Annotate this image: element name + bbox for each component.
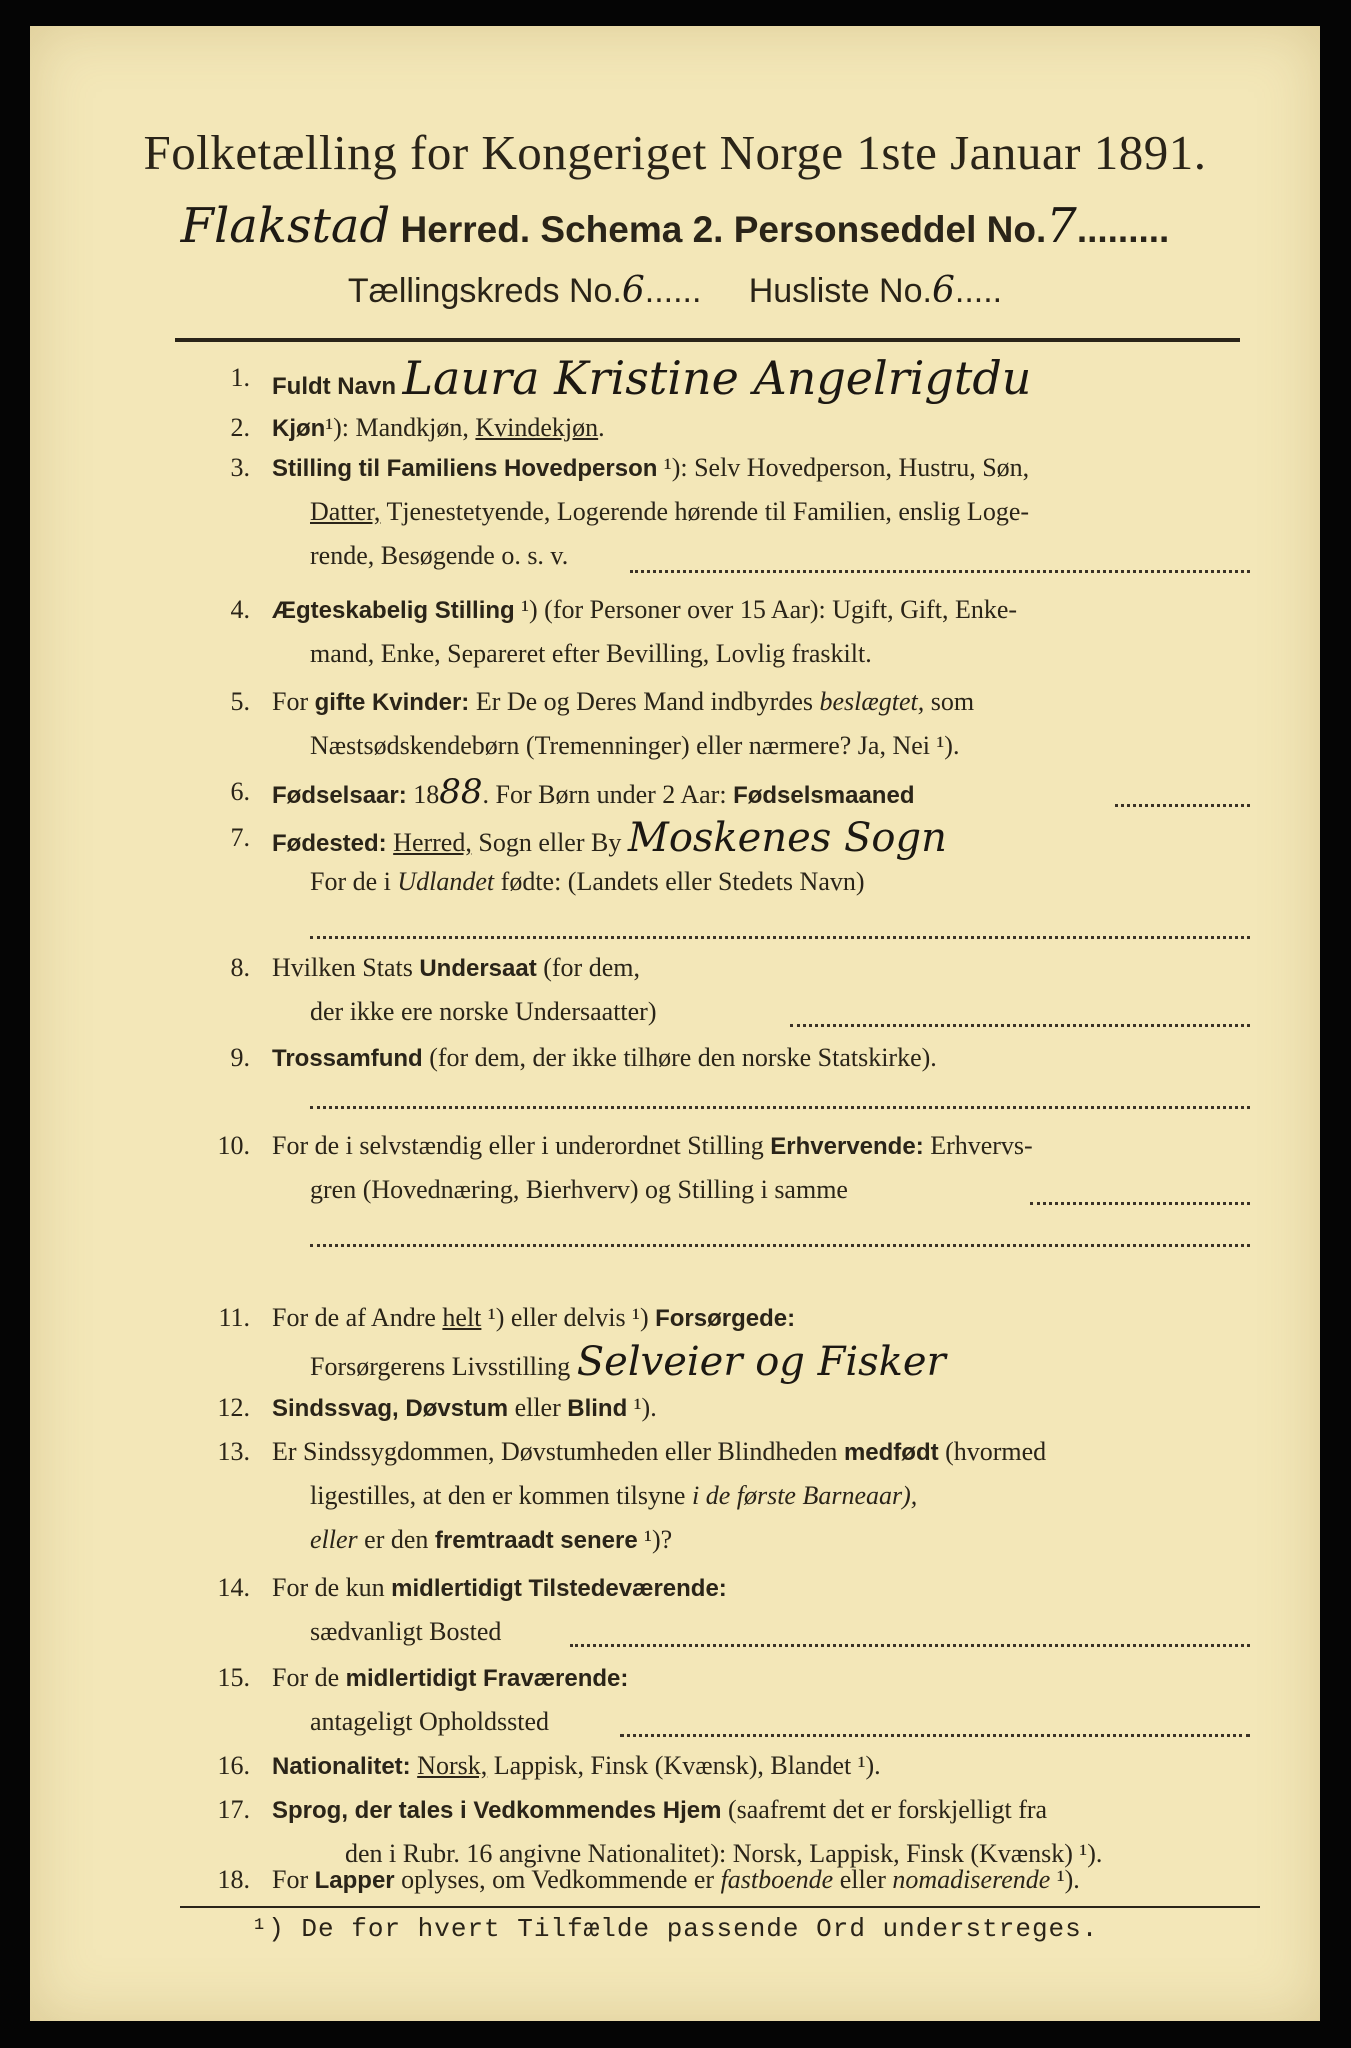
husliste-number-handwritten: 6 — [931, 270, 955, 311]
answer-line — [310, 1242, 1250, 1247]
item-13: 13. Er Sindssygdommen, Døvstumheden eller Blindheden medfødt (hvormed ligestilles, at den er kommen tilsyne i de første Barneaar), eller er den fremtraadt senere ¹)? — [30, 1430, 1320, 1570]
item-7: 7. Fødested: Herred, Sogn eller By Moskenes Sogn For de i Udlandet fødte: (Landets eller Stedets Navn) — [30, 816, 1320, 956]
personseddel-number-handwritten: 7 — [1046, 198, 1077, 254]
municipality-handwritten: Flakstad — [180, 198, 391, 254]
item-number: 18. — [217, 1865, 250, 1894]
item-10: 10. For de i selvstændig eller i underordnet Stilling Erhvervende: Erhvervs- gren (Hovednæring, Bierhverv) og Stilling i samme — [30, 1124, 1320, 1254]
item-label: Sindssvag, Døvstum — [272, 1395, 509, 1422]
item-3: 3. Stilling til Familiens Hovedperson ¹): Selv Hovedperson, Hustru, Søn, Datter, Tjenestetyende, Logerende hørende til Familien, enslig Loge- rende, Besøgende o. s. v. — [30, 446, 1320, 586]
item-label: Fødselsaar: — [272, 782, 407, 809]
header-divider — [175, 338, 1240, 342]
item-number: 3. — [230, 453, 250, 482]
item-15: 15. For de midlertidigt Fraværende: antageligt Opholdssted — [30, 1656, 1320, 1746]
birthplace-handwritten: Moskenes Sogn — [627, 815, 947, 861]
item-number: 15. — [217, 1663, 250, 1692]
item-number: 2. — [230, 413, 250, 442]
item-label: gifte Kvinder: — [314, 689, 470, 716]
item-number: 11. — [218, 1303, 250, 1332]
full-name-handwritten: Laura Kristine Angelrigtdu — [402, 351, 1032, 405]
answer-line — [570, 1642, 1250, 1647]
underlined-choice: Herred, — [393, 828, 472, 857]
item-number: 14. — [217, 1573, 250, 1602]
underlined-choice: helt — [442, 1303, 482, 1332]
answer-line — [310, 934, 1250, 939]
footnote: ¹) De for hvert Tilfælde passende Ord understreges. — [251, 1914, 1099, 1944]
item-11: 11. For de af Andre helt ¹) eller delvis ¹) Forsørgede: Forsørgerens Livsstilling Selveier og Fisker — [30, 1296, 1320, 1386]
item-number: 16. — [217, 1751, 250, 1780]
item-14: 14. For de kun midlertidigt Tilstedeværende: sædvanligt Bosted — [30, 1566, 1320, 1656]
item-label: Sprog, der tales i Vedkommendes Hjem — [272, 1797, 722, 1824]
item-label: Stilling til Familiens Hovedperson — [272, 455, 658, 482]
item-label: Trossamfund — [272, 1045, 423, 1072]
item-number: 7. — [230, 823, 250, 852]
personseddel-label: Personseddel No. — [733, 209, 1047, 250]
item-label: Ægteskabelig Stilling — [272, 597, 515, 624]
item-number: 4. — [230, 595, 250, 624]
form-title: Folketælling for Kongeriget Norge 1ste Januar 1891. — [143, 125, 1207, 180]
item-5: 5. For gifte Kvinder: Er De og Deres Mand indbyrdes beslægtet, som Næstsødskendebørn (Tremenninger) eller nærmere? Ja, Nei ¹). — [30, 680, 1320, 770]
kreds-label: Tællingskreds No. — [347, 272, 622, 310]
item-label: midlertidigt Fraværende: — [345, 1665, 629, 1692]
underlined-choice: Datter, — [310, 497, 381, 526]
answer-line — [630, 568, 1250, 573]
item-label: Nationalitet: — [272, 1753, 411, 1780]
answer-line — [620, 1732, 1250, 1737]
item-label: Fuldt Navn — [272, 373, 396, 400]
item-number: 8. — [230, 953, 250, 982]
personseddel-dots: ......... — [1076, 209, 1170, 250]
item-number: 1. — [230, 363, 250, 392]
underlined-choice: Kvindekjøn — [475, 413, 599, 442]
item-17: 17. Sprog, der tales i Vedkommendes Hjem (saafremt det er forskjelligt fra den i Rubr. 16 angivne Nationalitet): Norsk, Lappisk, Finsk (Kvænsk) ¹). — [30, 1788, 1320, 1878]
answer-line — [1115, 802, 1250, 807]
item-number: 17. — [217, 1795, 250, 1824]
schema-label: Schema 2. — [540, 209, 724, 250]
husliste-label: Husliste No. — [748, 272, 932, 310]
answer-line — [790, 1022, 1250, 1027]
kreds-number-handwritten: 6 — [621, 270, 645, 311]
answer-line — [310, 1104, 1250, 1109]
underlined-choice: Norsk, — [417, 1751, 488, 1780]
item-9: 9. Trossamfund (for dem, der ikke tilhøre den norske Statskirke). — [30, 1036, 1320, 1116]
item-number: 12. — [217, 1393, 250, 1422]
item-number: 5. — [230, 687, 250, 716]
item-label: Forsørgede: — [655, 1305, 796, 1332]
item-label: Fødested: — [272, 830, 387, 857]
item-8: 8. Hvilken Stats Undersaat (for dem, der ikke ere norske Undersaatter) — [30, 946, 1320, 1036]
footer-divider — [180, 1906, 1260, 1908]
census-form-page: Folketælling for Kongeriget Norge 1ste Januar 1891. Flakstad Herred. Schema 2. Personseddel No.7......... Tællingskreds No.6...... Husliste No.6..... 1. Fuldt Navn Laura Kristine Angelrigtdu 2. Kjøn¹): Mandkjøn, Kvindekjøn. 3. Stilling til Familiens Hovedperson ¹): Selv Hovedperson, Hustru, Søn, Datter, Tjenestetyende, Logerende hørende til Familien, enslig Loge- rende, Besøgende o. s. v. 4. Ægteskabelig Stilling ¹) (for Personer over 15 Aar): Ugift, Gift, Enke- mand, Enke, Separeret efter Bevilling, Lovlig fraskilt. 5. For gifte Kvinder: Er De og Deres Mand indbyrdes beslægtet, som Næstsødskendebørn (Tremenninger) eller nærmere? Ja, Nei ¹). 6. Fødselsaar: 1888. For Børn under 2 Aar: Fødselsmaaned 7. Fødested: Herred, Sogn eller By Moskenes Sogn For de i Udlandet fødte: (Landets eller Stedets Navn) 8. Hvilken Stats Undersaat (for dem, der ikke ere norske Undersaatter) 9. Trossamfund (for dem, der ikke tilhøre den norske Statskirke). 10. For de i selvstændig eller i underordnet Stilling Erhvervende: Erhvervs- gren (Hovednæring, Bierhverv) og Stilling i samme 11. For de af Andre helt ¹) eller delvis ¹) Forsørgede: Forsørgerens Livsstilling Selveier og Fisker 12. Sindssvag, Døvstum eller Blind ¹). 13. Er Sindssygdommen, Døvstumheden eller Blindheden medfødt (hvormed ligestilles, at den er kommen tilsyne i de første Barneaar), eller er den fremtraadt senere ¹)? 14. For de kun midlertidigt Tilstedeværende: sædvanligt Bosted 15. For de midlertidigt Fraværende: antageligt Opholdssted 16. Nationalitet: Norsk, Lappisk, Finsk (Kvænsk), Blandet ¹). 17. Sprog, der tales i Vedkommendes Hjem (saafremt det er forskjelligt fra den i Rubr. 16 angivne Nationalitet): Norsk, Lappisk, Finsk (Kvænsk) ¹). 18. For Lapper oplyses, om Vedkommende er fastboende eller nomadiserende ¹). ¹) De for hvert Tilfælde passende Ord understreges. — [30, 26, 1320, 2021]
answer-line — [1030, 1200, 1250, 1205]
item-label: Kjøn — [272, 415, 326, 442]
item-label: medfødt — [843, 1439, 939, 1466]
provider-occupation-handwritten: Selveier og Fisker — [576, 1339, 946, 1385]
item-4: 4. Ægteskabelig Stilling ¹) (for Personer over 15 Aar): Ugift, Gift, Enke- mand, Enke, Separeret efter Bevilling, Lovlig fraskilt. — [30, 588, 1320, 678]
item-number: 10. — [217, 1131, 250, 1160]
birth-year-handwritten: 88 — [439, 772, 483, 812]
item-number: 13. — [217, 1437, 250, 1466]
item-number: 6. — [230, 777, 250, 806]
item-number: 9. — [230, 1043, 250, 1072]
item-label: midlertidigt Tilstedeværende: — [391, 1575, 727, 1602]
item-label: Lapper — [314, 1867, 395, 1894]
item-label: Erhvervende: — [770, 1133, 924, 1160]
form-subtitle-line — [30, 198, 1320, 254]
herred-label: Herred. — [400, 209, 531, 250]
item-label: Undersaat — [419, 955, 537, 982]
kreds-husliste-line: Tællingskreds No.6...... Husliste No.6..... — [347, 270, 1003, 311]
